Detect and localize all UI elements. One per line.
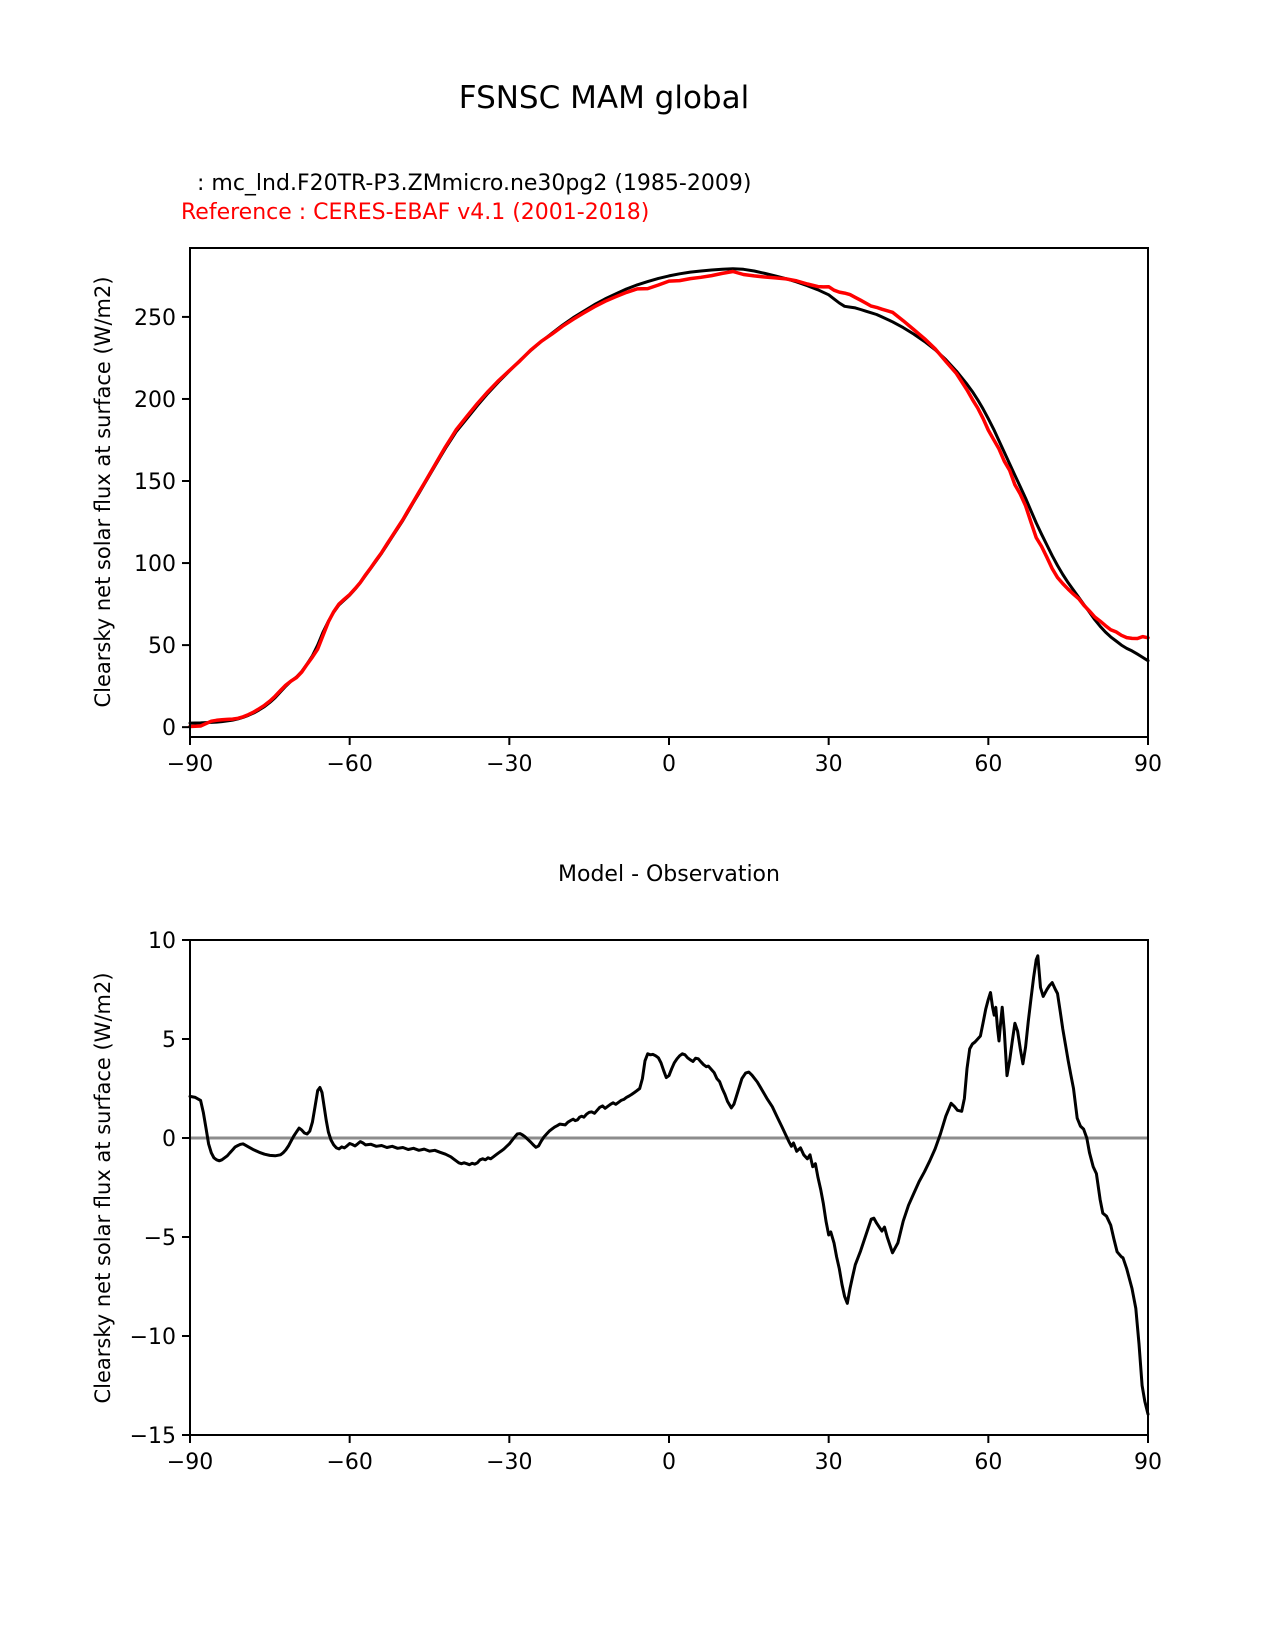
difference-line [190,956,1148,1414]
y-tick-label: 150 [134,470,176,496]
x-tick-label: 90 [1134,1450,1162,1475]
x-tick-label: −90 [166,1450,214,1475]
legend-model-label: : mc_lnd.F20TR-P3.ZMmicro.ne30pg2 (1985-2009) [197,171,752,196]
y-tick-label: 5 [162,1028,176,1053]
x-tick-label: 30 [814,1450,843,1475]
x-tick-label: 60 [974,752,1003,777]
axes-spine [190,248,1148,737]
y-tick-label: 250 [134,305,176,331]
y-tick-label: 100 [134,552,176,578]
reference-line [190,272,1148,727]
x-tick-label: 0 [662,752,676,777]
y-tick-label: 50 [148,634,176,660]
x-tick-label: 30 [814,752,843,777]
x-tick-label: −60 [326,1450,373,1475]
y-tick-label: −10 [129,1325,176,1350]
x-tick-label: 90 [1134,752,1162,777]
y-tick-label: 0 [162,1127,176,1152]
x-tick-label: 0 [662,1450,676,1475]
x-tick-label: −30 [486,752,533,777]
top-y-axis-label: Clearsky net solar flux at surface (W/m2) [91,276,115,708]
legend-reference-label: Reference : CERES-EBAF v4.1 (2001-2018) [181,200,650,225]
figure-title: FSNSC MAM global [458,80,750,116]
x-tick-label: 60 [974,1450,1003,1475]
model-line [190,269,1148,723]
bottom-panel-title: Model - Observation [558,862,780,887]
bottom-y-axis-label: Clearsky net solar flux at surface (W/m2) [91,972,115,1404]
y-tick-label: 10 [148,929,176,954]
x-tick-label: −90 [166,752,214,777]
y-tick-label: −15 [129,1424,176,1449]
x-tick-label: −30 [486,1450,533,1475]
y-tick-label: 200 [134,387,176,413]
y-tick-label: −5 [143,1226,176,1251]
y-tick-label: 0 [162,716,176,742]
x-tick-label: −60 [326,752,373,777]
